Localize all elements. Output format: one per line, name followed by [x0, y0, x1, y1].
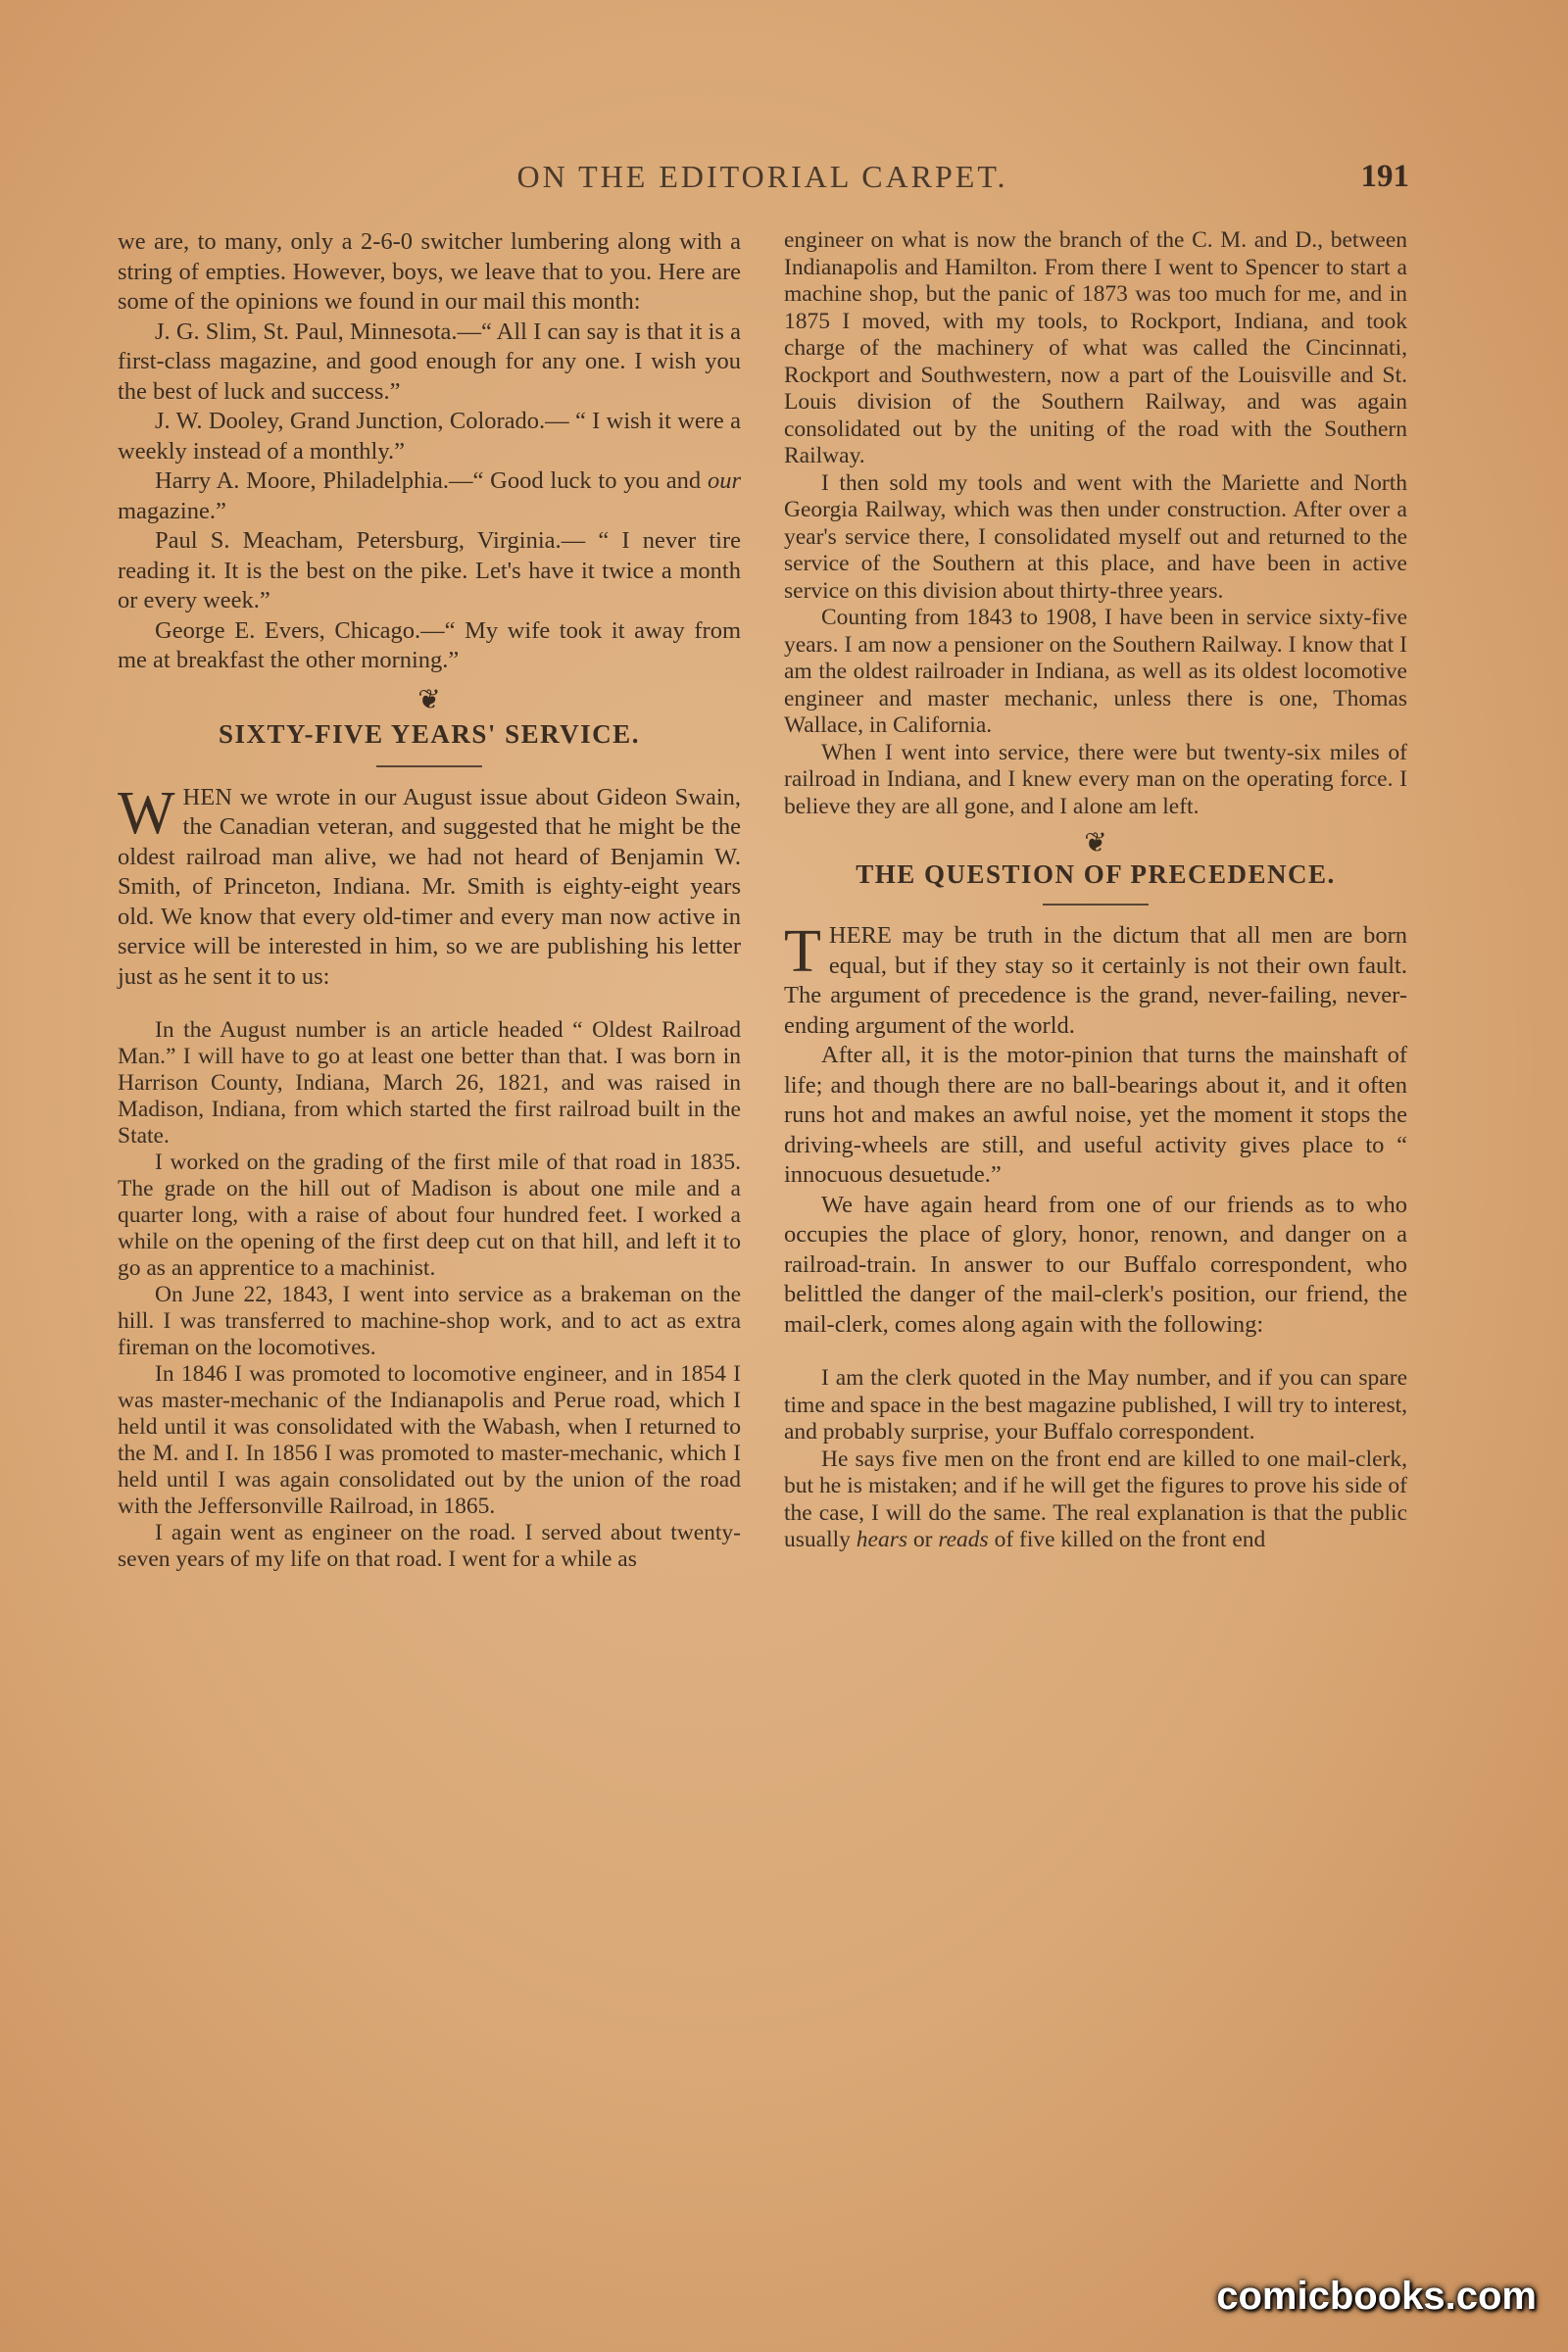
reader-opinion: Harry A. Moore, Philadelphia.—“ Good luck to you and our magazine.” [118, 467, 741, 524]
letter-paragraph: I then sold my tools and went with the Mariette and North Georgia Railway, which was then under construction. After over a year's service there, I consolidated myself out and returned to the service of the Southern at this place, and have been in active service on this division about thirty-three years. [784, 469, 1407, 604]
article-intro: THERE may be truth in the dictum that all men are born equal, but if they stay so it certainly is not their own fault. The argument of precedence is the grand, never-failing, never-ending argument of the world. [784, 918, 1407, 1039]
paragraph: we are, to many, only a 2-6-0 switcher lumbering along with a string of empties. However, boys, we leave that to you. Here are some of the opinions we found in our mail this month: [118, 228, 741, 315]
paragraph: We have again heard from one of our friends as to who occupies the place of glory, honor, renown, and danger on a railroad-train. In answer to our Buffalo correspondent, who belittled the danger of the mail-clerk's position, our friend, the mail-clerk, comes along again with the following: [784, 1191, 1407, 1338]
section-title: THE QUESTION OF PRECEDENCE. [856, 858, 1336, 889]
spacer [118, 992, 741, 1017]
letter-paragraph: In the August number is an article headed “ Oldest Railroad Man.” I will have to go at least one better than that. I was born in Harrison County, Indiana, March 26, 1821, and was raised in Madison, Indiana, from which started the first railroad built in the State. [118, 1017, 741, 1149]
letter-paragraph: I am the clerk quoted in the May number, and if you can spare time and space in the best magazine published, I will try to interest, and probably surprise, your Buffalo correspondent. [784, 1365, 1407, 1445]
article-intro: WHEN we wrote in our August issue about Gideon Swain, the Canadian veteran, and suggested that he might be the oldest railroad man alive, we had not heard of Benjamin W. Smith, of Princeton, Indiana. Mr. Smith is eighty-eight years old. We know that every old-timer and every man now active in service will be interested in him, so we are publishing his letter just as he sent it to us: [118, 779, 741, 990]
site-watermark: comicbooks.com [1216, 2275, 1537, 2318]
letter-paragraph: I again went as engineer on the road. I served about twenty-seven years of my life on that road. I went for a while as [118, 1520, 741, 1572]
divider [376, 765, 482, 767]
paragraph: After all, it is the motor-pinion that turns the mainshaft of life; and though there are no ball-bearings about it, and it often runs hot and makes an awful noise, yet the moment it stops the driving-wheels are still, and useful activity gives place to “ innocuous desuetude.” [784, 1042, 1407, 1188]
letter-paragraph: He says five men on the front end are killed to one mail-clerk, but he is mistaken; and if he will get the figures to prove his side of the case, I will do the same. The real explanation is that the public usually hears or reads of five killed on the front end [784, 1446, 1407, 1552]
reader-opinion: J. W. Dooley, Grand Junction, Colorado.— “ I wish it were a weekly instead of a monthly.” [118, 408, 741, 465]
ornament-icon: ❦ [1084, 828, 1107, 858]
reader-opinion: J. G. Slim, St. Paul, Minnesota.—“ All I can say is that it is a first-class magazine, and good enough for any one. I wish you the best of luck and success.” [118, 318, 741, 405]
letter-block [118, 1017, 741, 1573]
reader-opinion: Paul S. Meacham, Petersburg, Virginia.— “ I never tire reading it. It is the best on the pike. Let's have it twice a month or every week.” [118, 527, 741, 613]
section-title: SIXTY-FIVE YEARS' SERVICE. [219, 719, 640, 749]
spacer [784, 1340, 1407, 1365]
divider [1043, 904, 1149, 906]
drop-cap: T [784, 918, 821, 985]
letter-paragraph: I worked on the grading of the first mile of that road in 1835. The grade on the hill out of Madison is about one mile and a quarter long, with a raise of about four hundred feet. I worked a while on the opening of the first deep cut on that hill, and left it to go as an apprentice to a machinist. [118, 1150, 741, 1281]
right-column [784, 227, 1407, 1554]
reader-opinion: George E. Evers, Chicago.—“ My wife took it away from me at breakfast the other morning.” [118, 616, 741, 673]
page-number: 191 [1360, 159, 1409, 194]
article-body [784, 918, 1407, 1340]
letter-paragraph: engineer on what is now the branch of the C. M. and D., between Indianapolis and Hamilton. From there I went to Spencer to start a machine shop, but the panic of 1873 was too much for me, and in 1875 I moved, with my tools, to Rockport, Indiana, and took charge of the machinery of what was called the Cincinnati, Rockport and Southwestern, now a part of the Louisville and St. Louis division of the Southern Railway, and was again consolidated out by the uniting of the road with the Southern Railway. [784, 227, 1407, 468]
letter-paragraph: In 1846 I was promoted to locomotive engineer, and in 1854 I was master-mechanic of the Indianapolis and Perue road, which I held until it was consolidated with the Wabash, when I returned to the M. and I. In 1856 I was promoted to master-mechanic, which I held until I was again consolidated out by the union of the road with the Jeffersonville Railroad, in 1865. [118, 1361, 741, 1519]
letter-paragraph: When I went into service, there were but twenty-six miles of railroad in Indiana, and I knew every man on the operating force. I believe they are all gone, and I alone am left. [784, 739, 1407, 819]
running-title: ON THE EDITORIAL CARPET. [516, 159, 1008, 194]
drop-cap: W [118, 779, 175, 847]
page-header [116, 159, 1409, 202]
left-column [118, 227, 741, 1573]
letter-paragraph: On June 22, 1843, I went into service as a brakeman on the hill. I was transferred to machine-shop work, and to act as extra fireman on the locomotives. [118, 1282, 741, 1360]
letter-paragraph: Counting from 1843 to 1908, I have been in service sixty-five years. I am now a pensioner on the Southern Railway. I know that I am the oldest railroader in Indiana, as well as its oldest locomotive engineer and master mechanic, unless there is one, Thomas Wallace, in California. [784, 605, 1407, 738]
ornament-icon: ❦ [417, 684, 441, 715]
